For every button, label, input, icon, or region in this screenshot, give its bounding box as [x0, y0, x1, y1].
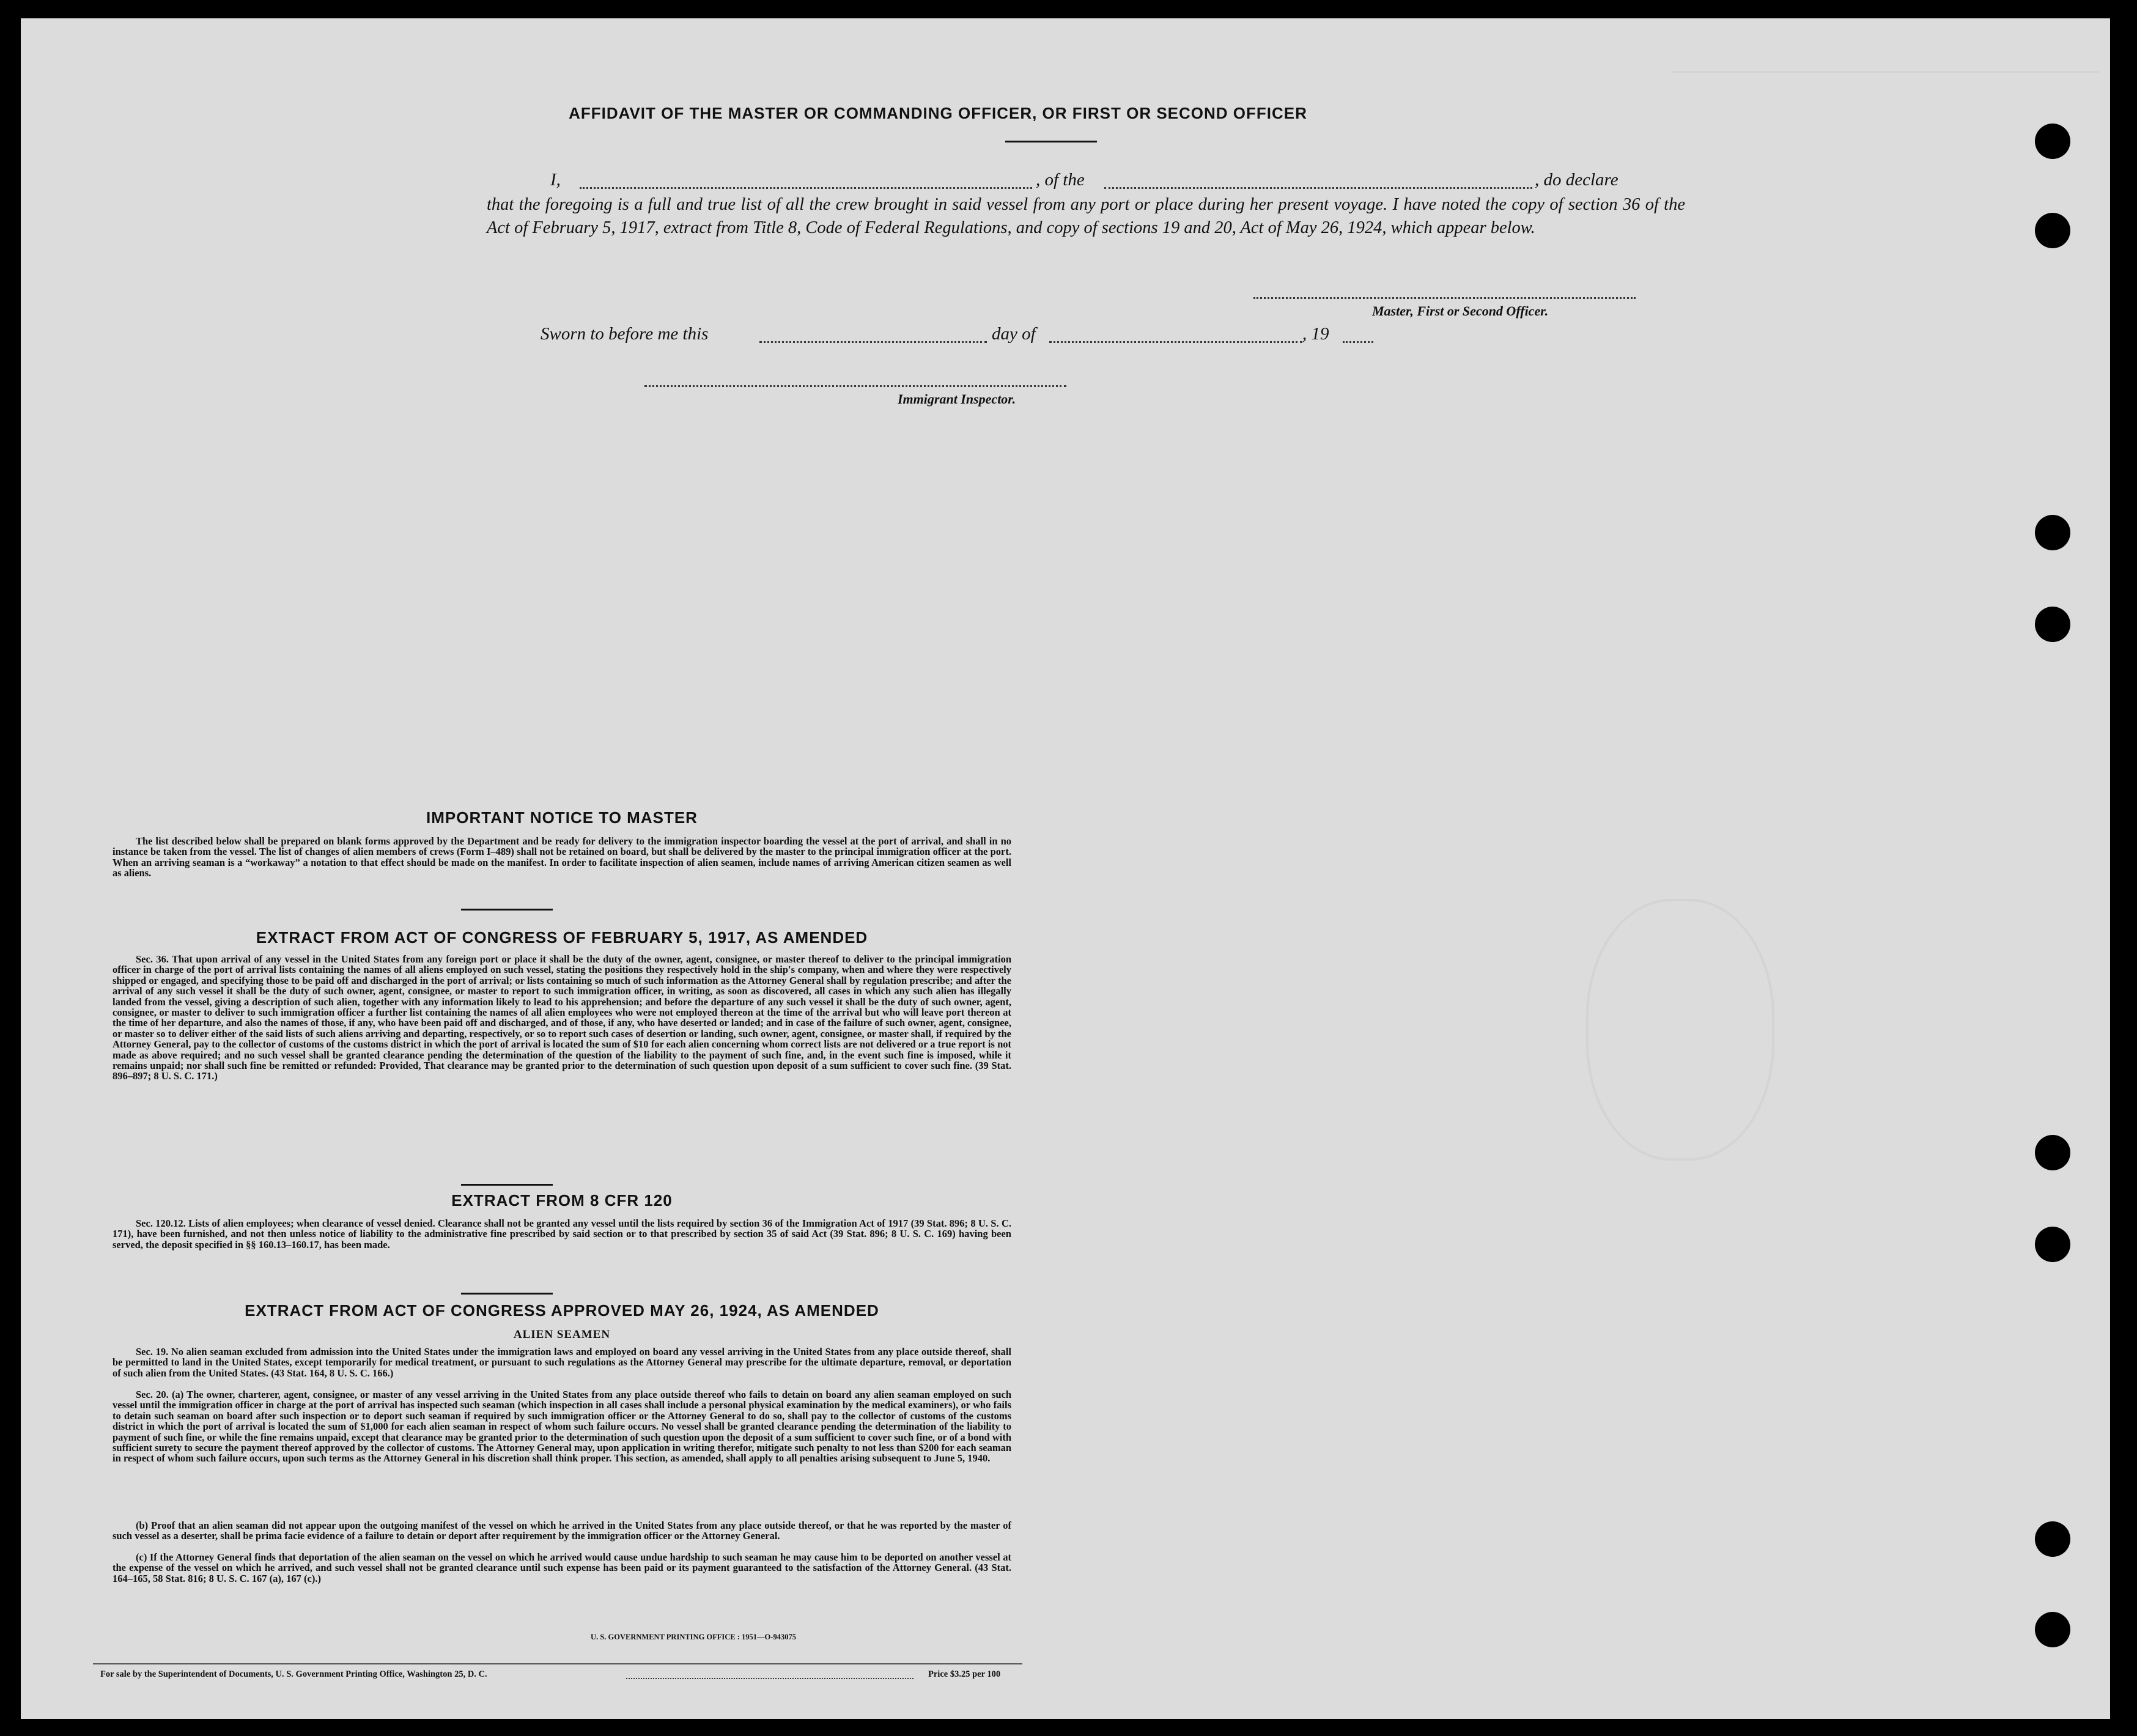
affidavit-paragraph: that the foregoing is a full and true list of all the crew brought in said vessel from any port or place during her present voyage. I have noted the copy of section 36 of the Act of February 5, 1917, extract from Title 8, Code of Federal Regulations, and copy of sections 19 and 20, Act of May 26, 1924, which appear below.: [487, 195, 1685, 237]
binder-hole: [2035, 1135, 2070, 1170]
extract-1924-sec19: Sec. 19. No alien seaman excluded from admission into the United States under the immigration laws and employed on board any vessel arriving in the United States from any place outside thereof, shall be permitted to land in the United States, except temporarily for medical treatment, or pursuant to such regulations as the Attorney General may prescribe for the ultimate departure, removal, or deportation of such alien from the United States. (43 Stat. 164, 8 U. S. C. 166.): [113, 1346, 1011, 1379]
name-field[interactable]: [580, 187, 1032, 189]
extract-1917-title: EXTRACT FROM ACT OF CONGRESS OF FEBRUARY 5, 1917, AS AMENDED: [256, 928, 868, 947]
extract-1924-subtitle: ALIEN SEAMEN: [513, 1328, 611, 1341]
binder-hole: [2035, 124, 2070, 159]
label-of-the: , of the: [1036, 170, 1085, 190]
label-day-of: day of: [992, 324, 1036, 344]
label-year: , 19: [1302, 324, 1329, 344]
printer-line: U. S. GOVERNMENT PRINTING OFFICE : 1951—O-943075: [591, 1633, 796, 1641]
bleed-through-seal: [1586, 899, 1774, 1161]
binder-hole: [2035, 1227, 2070, 1262]
bleed-through-header: [1672, 71, 2100, 97]
master-signature-line[interactable]: [1253, 297, 1636, 299]
master-signature-caption: Master, First or Second Officer.: [1372, 303, 1549, 319]
extract-cfr-title: EXTRACT FROM 8 CFR 120: [451, 1191, 673, 1210]
footer-leader: [626, 1678, 913, 1679]
binder-hole: [2035, 515, 2070, 550]
binder-hole: [2035, 607, 2070, 642]
notice-text: The list described below shall be prepared on blank forms approved by the Department and be ready for delivery to the immigration inspector boarding the vessel at the port of arrival, and shall in no instance be taken from the vessel. The list of changes of alien members of crews (Form I–489) shall not be retained on board, but shall be delivered by the master to the principal immigration officer at the port. When an arriving seaman is a “workaway” a notation to that effect should be made on the manifest. In order to facilitate inspection of alien seamen, include names of arriving American citizen seamen as well as aliens.: [113, 835, 1011, 879]
label-do-declare: , do declare: [1535, 170, 1618, 190]
vessel-field[interactable]: [1104, 187, 1532, 189]
extract-1924-title: EXTRACT FROM ACT OF CONGRESS APPROVED MAY 26, 1924, AS AMENDED: [245, 1301, 879, 1320]
divider: [461, 909, 553, 910]
extract-cfr-text: Sec. 120.12. Lists of alien employees; when clearance of vessel denied. Clearance shall not be granted any vessel until the lists required by section 36 of the Immigration Act of 1917 (39 Stat. 896; 8 U. S. C. 171), have been furnished, and not then unless notice of liability to the administrative fine prescribed by said section or to that prescribed by section 35 of said Act (39 Stat. 896; 8 U. S. C. 169) having been served, the deposit specified in §§ 160.13–160.17, has been made.: [113, 1217, 1011, 1250]
affidavit-line1: [487, 170, 1685, 194]
extract-1917-text: Sec. 36. That upon arrival of any vessel in the United States from any foreign port or place it shall be the duty of the owner, agent, consignee, or master thereof to deliver to the principal immigration officer in charge of the port of arrival lists containing the names of all aliens employed on such vessel, stating the positions they respectively hold in the ship's company, when and where they were respectively shipped or engaged, and specifying those to be paid off and discharged in the port of arrival; or lists containing so much of such information as the Attorney General shall by regulation prescribe; and after the arrival of any such vessel it shall be the duty of such owner, agent, consignee, or master to report to such immigration officer, in writing, as soon as discovered, all cases in which any such alien has illegally landed from the vessel, giving a description of such alien, together with any information likely to lead to his apprehension; and before the departure of any such vessel it shall be the duty of such owner, agent, consignee, or master to deliver to such immigration officer a further list containing the names of all alien employees who were not employed thereon at the time of the arrival but who will leave port thereon at the time of her departure, and also the names of those, if any, who have been paid off and discharged, and of those, if any, who have deserted or landed; and in case of the failure of such owner, agent, consignee, or master so to deliver either of the said lists of such aliens arriving and departing, respectively, or so to report such cases of desertion or landing, such owner, agent, consignee, or master shall, if required by the Attorney General, pay to the collector of customs of the customs district in which the port of arrival is located the sum of $10 for each alien concerning whom correct lists are not delivered or a true report is not made as above required; and no such vessel shall be granted clearance pending the determination of the question of the liability to the payment of such fine, and, in the event such fine is imposed, while it remains unpaid; nor shall such fine be remitted or refunded: Provided, That clearance may be granted prior to the determination of such question upon deposit of a sum sufficient to cover such fine. (39 Stat. 896–897; 8 U. S. C. 171.): [113, 953, 1011, 1082]
binder-hole: [2035, 1521, 2070, 1557]
extract-1924-sec20c: (c) If the Attorney General finds that deportation of the alien seaman on the vessel on which he arrived would cause undue hardship to such seaman he may cause him to be deported on another vessel at the expense of the vessel on which he arrived, and such vessel shall not be granted clearance until such expense has been paid or its payment guaranteed to the satisfaction of the Attorney General. (43 Stat. 164–165, 58 Stat. 816; 8 U. S. C. 167 (a), 167 (c).): [113, 1551, 1011, 1584]
inspector-caption: Immigrant Inspector.: [898, 391, 1016, 407]
month-field[interactable]: [1049, 341, 1302, 343]
document-page: [21, 18, 2110, 1719]
extract-1924-sec20b: (b) Proof that an alien seaman did not appear upon the outgoing manifest of the vessel on which he arrived in the United States from any place outside thereof, or that he was reported by the master of such vessel as a deserter, shall be prima facie evidence of a failure to detain or deport after requirement by the immigration officer or the Attorney General.: [113, 1520, 1011, 1542]
sworn-line: [487, 324, 1404, 349]
binder-hole: [2035, 1612, 2070, 1647]
footer-rule: [93, 1663, 1022, 1664]
inspector-signature-line[interactable]: [644, 385, 1066, 387]
label-i: I,: [550, 170, 561, 190]
year-field[interactable]: [1343, 341, 1373, 343]
affidavit-title: AFFIDAVIT OF THE MASTER OR COMMANDING OFFICER, OR FIRST OR SECOND OFFICER: [569, 104, 1307, 122]
day-field[interactable]: [759, 341, 987, 343]
label-sworn: Sworn to before me this: [541, 324, 709, 344]
binder-hole: [2035, 213, 2070, 248]
footer-sale: For sale by the Superintendent of Documents, U. S. Government Printing Office, Washington 25, D. C.: [100, 1669, 487, 1679]
divider: [1005, 141, 1097, 142]
divider: [461, 1184, 553, 1186]
divider: [461, 1293, 553, 1295]
extract-1924-sec20a: Sec. 20. (a) The owner, charterer, agent, consignee, or master of any vessel arriving in the United States from any place outside thereof who fails to detain on board any alien seaman employed on such vessel until the immigration officer in charge at the port of arrival has inspected such seaman (which inspection in all cases shall include a personal physical examination by the medical examiners), or who fails to detain such seaman on board after such inspection or to deport such seaman if required by such immigration officer or the Attorney General to do so, shall pay to the collector of customs of the customs district in which the port of arrival is located the sum of $1,000 for each alien seaman in respect of whom such failure occurs. No vessel shall be granted clearance pending the determination of the liability to payment of such fine, or while the fine remains unpaid, except that clearance may be granted prior to the determination of such question upon the deposit of a sum sufficient to cover such fine, or of a bond with sufficient surety to secure the payment thereof approved by the collector of customs. The Attorney General may, upon application in writing therefor, mitigate such penalty to not less than $200 for each seaman in respect of whom such failure occurs, upon such terms as the Attorney General in his discretion shall think proper. This section, as amended, shall apply to all penalties arising subsequent to June 5, 1940.: [113, 1389, 1011, 1465]
notice-title: IMPORTANT NOTICE TO MASTER: [426, 808, 698, 827]
footer-price: Price $3.25 per 100: [928, 1669, 1001, 1679]
